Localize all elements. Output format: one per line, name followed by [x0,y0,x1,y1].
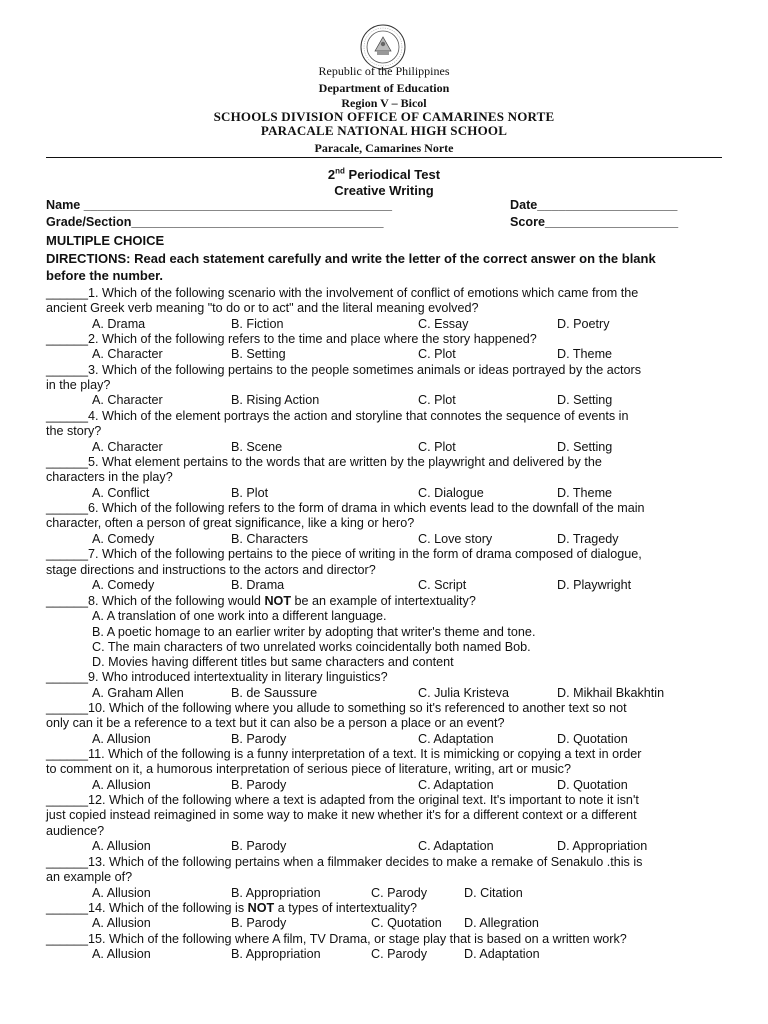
q1-option-d: D. Poetry [557,317,610,331]
q4-option-d: D. Setting [557,440,613,454]
q7-option-a: A. Comedy [92,578,155,592]
q5-option-d: D. Theme [557,486,613,500]
q6-option-c: C. Love story [418,532,493,546]
q4-option-b: B. Scene [231,440,283,454]
q4-stem-cont: the story? [46,424,102,438]
q13-option-d: D. Citation [464,886,523,900]
q6-stem: ______6. Which of the following refers to the form of drama in which events lead to the downfall of the main [46,501,645,515]
q4-option-c: C. Plot [418,440,456,454]
q4-stem: ______4. Which of the element portrays the action and storyline that connotes the sequence of events in [46,409,629,423]
q15-option-c: C. Parody [371,947,427,961]
q10-option-c: C. Adaptation [418,732,494,746]
q2-option-b: B. Setting [231,347,286,361]
q8-option-a: A. A translation of one work into a different language. [92,609,387,623]
q12-option-b: B. Parody [231,839,287,853]
q12-option-c: C. Adaptation [418,839,494,853]
q2-option-c: C. Plot [418,347,456,361]
header-region: Region V – Bicol [341,96,427,110]
q12-stem: ______12. Which of the following where a text is adapted from the original text. It's important to note it isn't [46,793,639,807]
q15-option-b: B. Appropriation [231,947,321,961]
q9-option-a: A. Graham Allen [92,686,184,700]
q3-option-c: C. Plot [418,393,456,407]
q15-option-a: A. Allusion [92,947,151,961]
q2-option-a: A. Character [92,347,163,361]
q15-stem: ______15. Which of the following where A film, TV Drama, or stage play that is based on a written work? [46,932,627,946]
q3-option-d: D. Setting [557,393,613,407]
q2-stem: ______2. Which of the following refers to the time and place where the story happened? [46,332,537,346]
q1-option-a: A. Drama [92,317,146,331]
q12-stem-cont: just copied instead reimagined in some way to make it new whether it's for a different context or a different [46,808,637,822]
directions-line-2: before the number. [46,268,164,283]
q13-option-b: B. Appropriation [231,886,321,900]
exam-subject: Creative Writing [334,183,434,198]
q3-stem-cont: in the play? [46,378,111,392]
q5-option-a: A. Conflict [92,486,150,500]
q5-option-b: B. Plot [231,486,269,500]
q1-stem-cont: ancient Greek verb meaning "to do or to act" and the literal meaning evolved? [46,301,479,315]
q14-option-b: B. Parody [231,916,287,930]
q7-option-c: C. Script [418,578,467,592]
q12-stem-cont-2: audience? [46,824,105,838]
q4-option-a: A. Character [92,440,163,454]
q9-stem: ______9. Who introduced intertextuality in literary linguistics? [46,670,388,684]
q3-option-b: B. Rising Action [231,393,320,407]
q6-option-a: A. Comedy [92,532,155,546]
header-address: Paracale, Camarines Norte [314,141,454,155]
q13-stem-cont: an example of? [46,870,133,884]
exam-title: 2nd Periodical Test [327,166,441,182]
header-republic: Republic of the Philippines [318,64,450,78]
q2-option-d: D. Theme [557,347,613,361]
q6-option-d: D. Tragedy [557,532,619,546]
q3-stem: ______3. Which of the following pertains to the people sometimes animals or ideas portrayed by the actors [46,363,642,377]
q14-option-a: A. Allusion [92,916,151,930]
q10-option-a: A. Allusion [92,732,151,746]
q14-stem: ______14. Which of the following is NOT a types of intertextuality? [46,901,418,915]
q6-option-b: B. Characters [231,532,308,546]
header-department: Department of Education [318,81,450,95]
q13-stem: ______13. Which of the following pertains when a filmmaker decides to make a remake of Senakulo .this is [46,855,643,869]
q6-stem-cont: character, often a person of great significance, like a king or hero? [46,516,415,530]
q8-stem: ______8. Which of the following would NOT be an example of intertextuality? [46,594,476,608]
q8-option-c: C. The main characters of two unrelated works coincidentally both named Bob. [92,640,531,654]
header-divider [46,157,722,158]
q11-option-c: C. Adaptation [418,778,494,792]
q9-option-c: C. Julia Kristeva [418,686,509,700]
q13-option-c: C. Parody [371,886,427,900]
q8-option-b: B. A poetic homage to an earlier writer by adopting that writer's theme and tone. [92,625,536,639]
q11-stem: ______11. Which of the following is a funny interpretation of a text. It is mimicking or copying a text in order [46,747,642,761]
q7-option-d: D. Playwright [557,578,632,592]
q13-option-a: A. Allusion [92,886,151,900]
q10-option-b: B. Parody [231,732,287,746]
score-field[interactable]: Score___________________ [510,215,679,229]
q9-option-b: B. de Saussure [231,686,318,700]
q10-option-d: D. Quotation [557,732,628,746]
q12-option-d: D. Appropriation [557,839,648,853]
q1-stem: ______1. Which of the following scenario with the involvement of conflict of emotions which came from the [46,286,639,300]
q11-stem-cont: to comment on it, a humorous interpretation of serious piece of literature, writing, art or music? [46,762,571,776]
q12-option-a: A. Allusion [92,839,151,853]
section-heading: MULTIPLE CHOICE [46,233,165,248]
q11-option-a: A. Allusion [92,778,151,792]
q3-option-a: A. Character [92,393,163,407]
q14-option-d: D. Allegration [464,916,539,930]
header-school: PARACALE NATIONAL HIGH SCHOOL [260,123,508,138]
date-field[interactable]: Date____________________ [510,198,678,212]
q1-option-b: B. Fiction [231,317,284,331]
q10-stem: ______10. Which of the following where you allude to something so it's referenced to another text so not [46,701,627,715]
q7-stem-cont: stage directions and instructions to the actors and director? [46,563,376,577]
header-division: SCHOOLS DIVISION OFFICE OF CAMARINES NORTE [213,109,555,124]
q11-option-b: B. Parody [231,778,287,792]
q9-option-d: D. Mikhail Bkakhtin [557,686,665,700]
q1-option-c: C. Essay [418,317,469,331]
q10-stem-cont: only can it be a reference to a text but it can also be a person a place or an event? [46,716,505,730]
q8-option-d: D. Movies having different titles but same characters and content [92,655,454,669]
q11-option-d: D. Quotation [557,778,628,792]
q5-option-c: C. Dialogue [418,486,484,500]
q7-option-b: B. Drama [231,578,285,592]
directions-line-1: DIRECTIONS: Read each statement carefully and write the letter of the correct answer on the blank [46,251,656,266]
q7-stem: ______7. Which of the following pertains to the piece of writing in the form of drama composed of dialogue, [46,547,642,561]
q5-stem: ______5. What element pertains to the words that are written by the playwright and delivered by the [46,455,602,469]
q15-option-d: D. Adaptation [464,947,540,961]
q14-option-c: C. Quotation [371,916,442,930]
grade-section-field[interactable]: Grade/Section____________________________________ [46,215,384,229]
q5-stem-cont: characters in the play? [46,470,173,484]
name-field[interactable]: Name ____________________________________________ [46,198,392,212]
